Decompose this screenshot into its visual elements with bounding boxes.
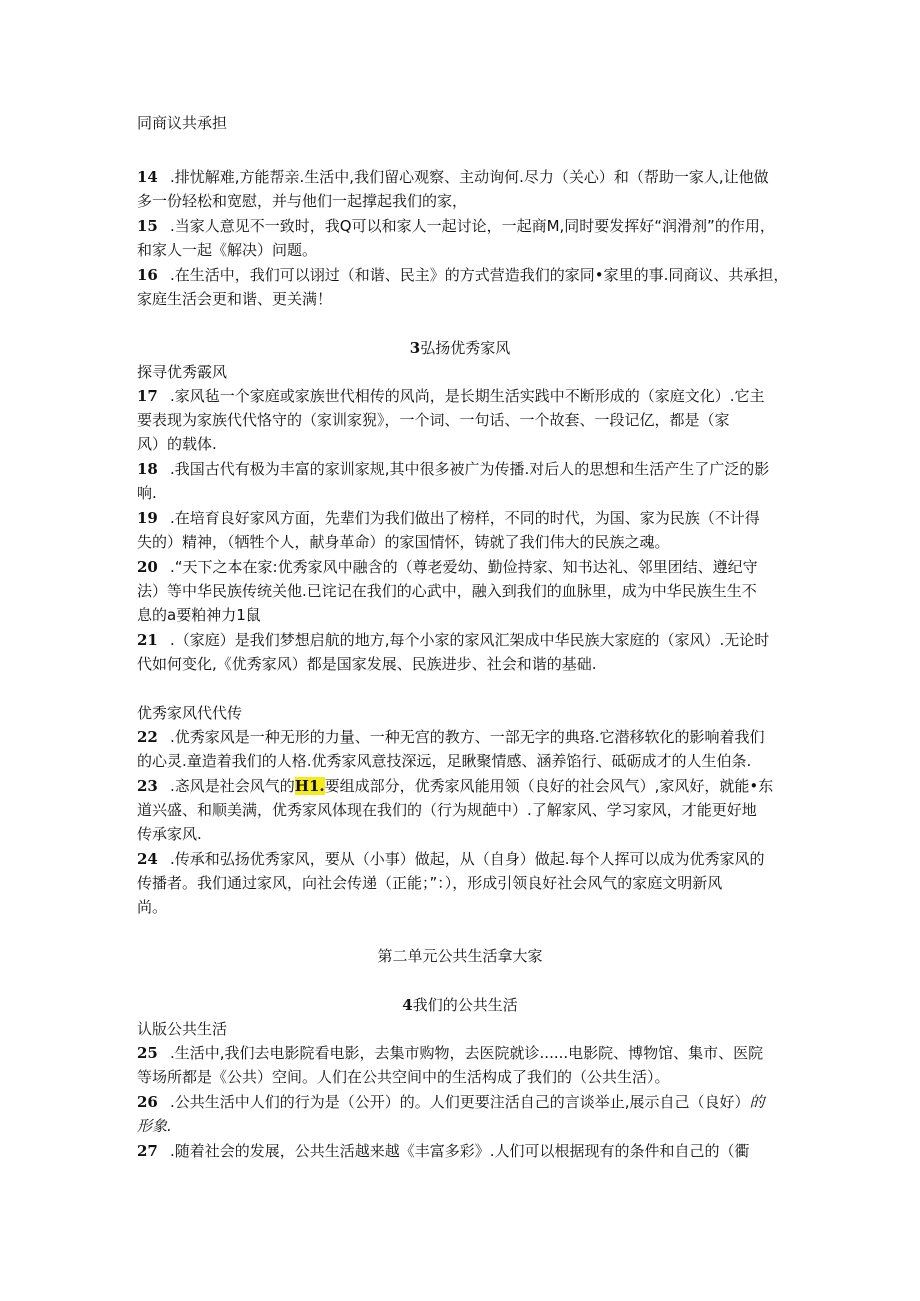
list-item-16 bbox=[137, 265, 788, 285]
item-number: 16 bbox=[137, 266, 158, 284]
item-text-continued: 传承家风. bbox=[137, 825, 202, 843]
item-number: 25 bbox=[137, 1044, 158, 1062]
list-item-15 bbox=[137, 216, 775, 236]
subsection-title: 探寻优秀霰风 bbox=[137, 363, 228, 381]
item-number: 17 bbox=[137, 387, 158, 405]
item-text: .在生活中，我们可以诩过（和谐、民主》的方式营造我们的家同•家里的事.同商议、共承担， bbox=[170, 266, 789, 284]
list-item-27 bbox=[137, 1141, 750, 1161]
item-number: 20 bbox=[137, 558, 158, 576]
item-text-continued: 的心灵.童造着我们的人格.优秀家风意技深远，足瞅聚情感、涵养馅行、砥砺成才的人生伯条. bbox=[137, 752, 752, 770]
highlighted-text: H1. bbox=[294, 777, 325, 795]
item-text-italic: 的 bbox=[749, 1093, 765, 1111]
item-text-continued: 失的）精神，（牺牲个人，献身革命）的家国情怀，铸就了我们伟大的民族之魂。 bbox=[137, 533, 670, 551]
list-item-18 bbox=[137, 459, 769, 479]
item-text-continued: 和家人一起《解决）问题。 bbox=[137, 241, 318, 259]
list-item-14 bbox=[137, 167, 769, 187]
list-item-21 bbox=[137, 630, 769, 650]
item-text: .传承和弘扬优秀家风，要从（小事）做起，从（自身）做起.每个人挥可以成为优秀家风的 bbox=[170, 850, 765, 868]
item-text: .优秀家风是一种无形的力量、一种无宫的教方、一部无字的典珞.它潜移软化的影响着我们 bbox=[170, 728, 765, 746]
list-item-17 bbox=[137, 386, 765, 406]
item-text: .（家庭）是我们梦想启航的地方,每个小家的家风汇架成中华民族大家庭的（家风）.无论时 bbox=[170, 631, 770, 649]
item-number: 14 bbox=[137, 168, 158, 186]
item-text: .当家人意见不一致时，我Q可以和家人一起讨论，一起商M,同时要发挥好“润滑剂”的作用， bbox=[170, 217, 775, 235]
item-number: 15 bbox=[137, 217, 158, 235]
item-text: .家风毡一个家庭或家族世代相传的风尚，是长期生活实践中不断形成的（家庭文化）.它主 bbox=[170, 387, 765, 405]
item-text: .我国古代有极为丰富的家训家规,其中很多被广为传播.对后人的思想和生活产生了广泛的影 bbox=[170, 460, 770, 478]
item-text-continued: 风）的载体. bbox=[137, 435, 217, 453]
list-item-26 bbox=[137, 1092, 765, 1112]
item-text-continued: 等场所都是《公共）空间。人们在公共空间中的生活构成了我们的（公共生活）。 bbox=[137, 1068, 670, 1086]
subsection-title: 优秀家风代代传 bbox=[137, 704, 243, 722]
item-number: 23 bbox=[137, 777, 158, 795]
item-number: 22 bbox=[137, 728, 158, 746]
item-text-continued: 代如何变化,《优秀家风）都是国家发展、民族进步、社会和谐的基础. bbox=[137, 655, 597, 673]
item-text-continued: 尚。 bbox=[137, 898, 168, 916]
list-item-19 bbox=[137, 508, 760, 528]
item-text: .忞风是社会风气的 bbox=[170, 777, 295, 795]
item-number: 19 bbox=[137, 509, 158, 527]
list-item-23 bbox=[137, 776, 773, 796]
list-item-24 bbox=[137, 849, 765, 869]
item-text-continued: 要表现为家族代代恪守的（家训家猊》，一个词、一句话、一个故套、一段记亿，都是（家 bbox=[137, 411, 730, 429]
item-text-continued: 息的a要粕神力1鼠 bbox=[137, 606, 261, 624]
list-item-22 bbox=[137, 727, 765, 747]
item-text-continued: 家庭生活会更和谐、更关满！ bbox=[137, 290, 333, 308]
unit-title: 第二单元公共生活拿大家 bbox=[377, 947, 543, 965]
item-text: .排忧解难,方能帮亲.生活中,我们留心观察、主动询何.尽力（关心）和（帮助一家人,让他做 bbox=[170, 168, 769, 186]
list-item-25 bbox=[137, 1043, 763, 1063]
item-text: .生活中,我们去电影院看电影，去集市购物，去医院就诊......电影院、博物馆、集市、医院 bbox=[170, 1044, 764, 1062]
item-text-continued: 形象. bbox=[137, 1117, 172, 1135]
item-number: 21 bbox=[137, 631, 158, 649]
item-text: 要组成部分，优秀家风能用领（良好的社会风气）,家风好，就能•东 bbox=[324, 777, 774, 795]
item-text-continued: 响. bbox=[137, 484, 157, 502]
subsection-title: 认版公共生活 bbox=[137, 1020, 228, 1038]
item-text: .“天下之本在家:优秀家风中融含的（尊老爱幼、勤俭持家、知书达礼、邻里团结、遵纪守 bbox=[170, 558, 758, 576]
item-text-continued: 道兴盛、和顺美满，优秀家风体现在我们的（行为规葩中）.了解家风、学习家风，才能更好地 bbox=[137, 801, 757, 819]
item-number: 24 bbox=[137, 850, 158, 868]
item-text-continued: 传播者。我们通过家风，向社会传递（正能；”：），形成引领良好社会风气的家庭文明新风 bbox=[137, 874, 723, 892]
item-text: .随着社会的发展，公共生活越来越《丰富多彩》.人们可以根据现有的条件和自己的（衢 bbox=[170, 1142, 750, 1160]
section-heading-continued: 同商议共承担 bbox=[137, 114, 228, 132]
item-text: .公共生活中人们的行为是（公开）的。人们更要注活自己的言谈举止,展示自己（良好） bbox=[170, 1093, 750, 1111]
item-text: .在培育良好家风方面，先辈们为我们做出了榜样，不同的时代，为国、家为民族（不计得 bbox=[170, 509, 760, 527]
item-text-continued: 多一份轻松和宽慰，并与他们一起撑起我们的家， bbox=[137, 192, 468, 210]
item-text-continued: 法）等中华民族传统关他.已诧记在我们的心武中，融入到我们的血脉里，成为中华民族生生不 bbox=[137, 582, 757, 600]
item-number: 27 bbox=[137, 1142, 158, 1160]
section-title-4: 4我们的公共生活 bbox=[402, 996, 518, 1014]
item-number: 18 bbox=[137, 460, 158, 478]
item-number: 26 bbox=[137, 1093, 158, 1111]
section-title-3: 3弘扬优秀家风 bbox=[409, 339, 511, 357]
list-item-20 bbox=[137, 557, 758, 577]
